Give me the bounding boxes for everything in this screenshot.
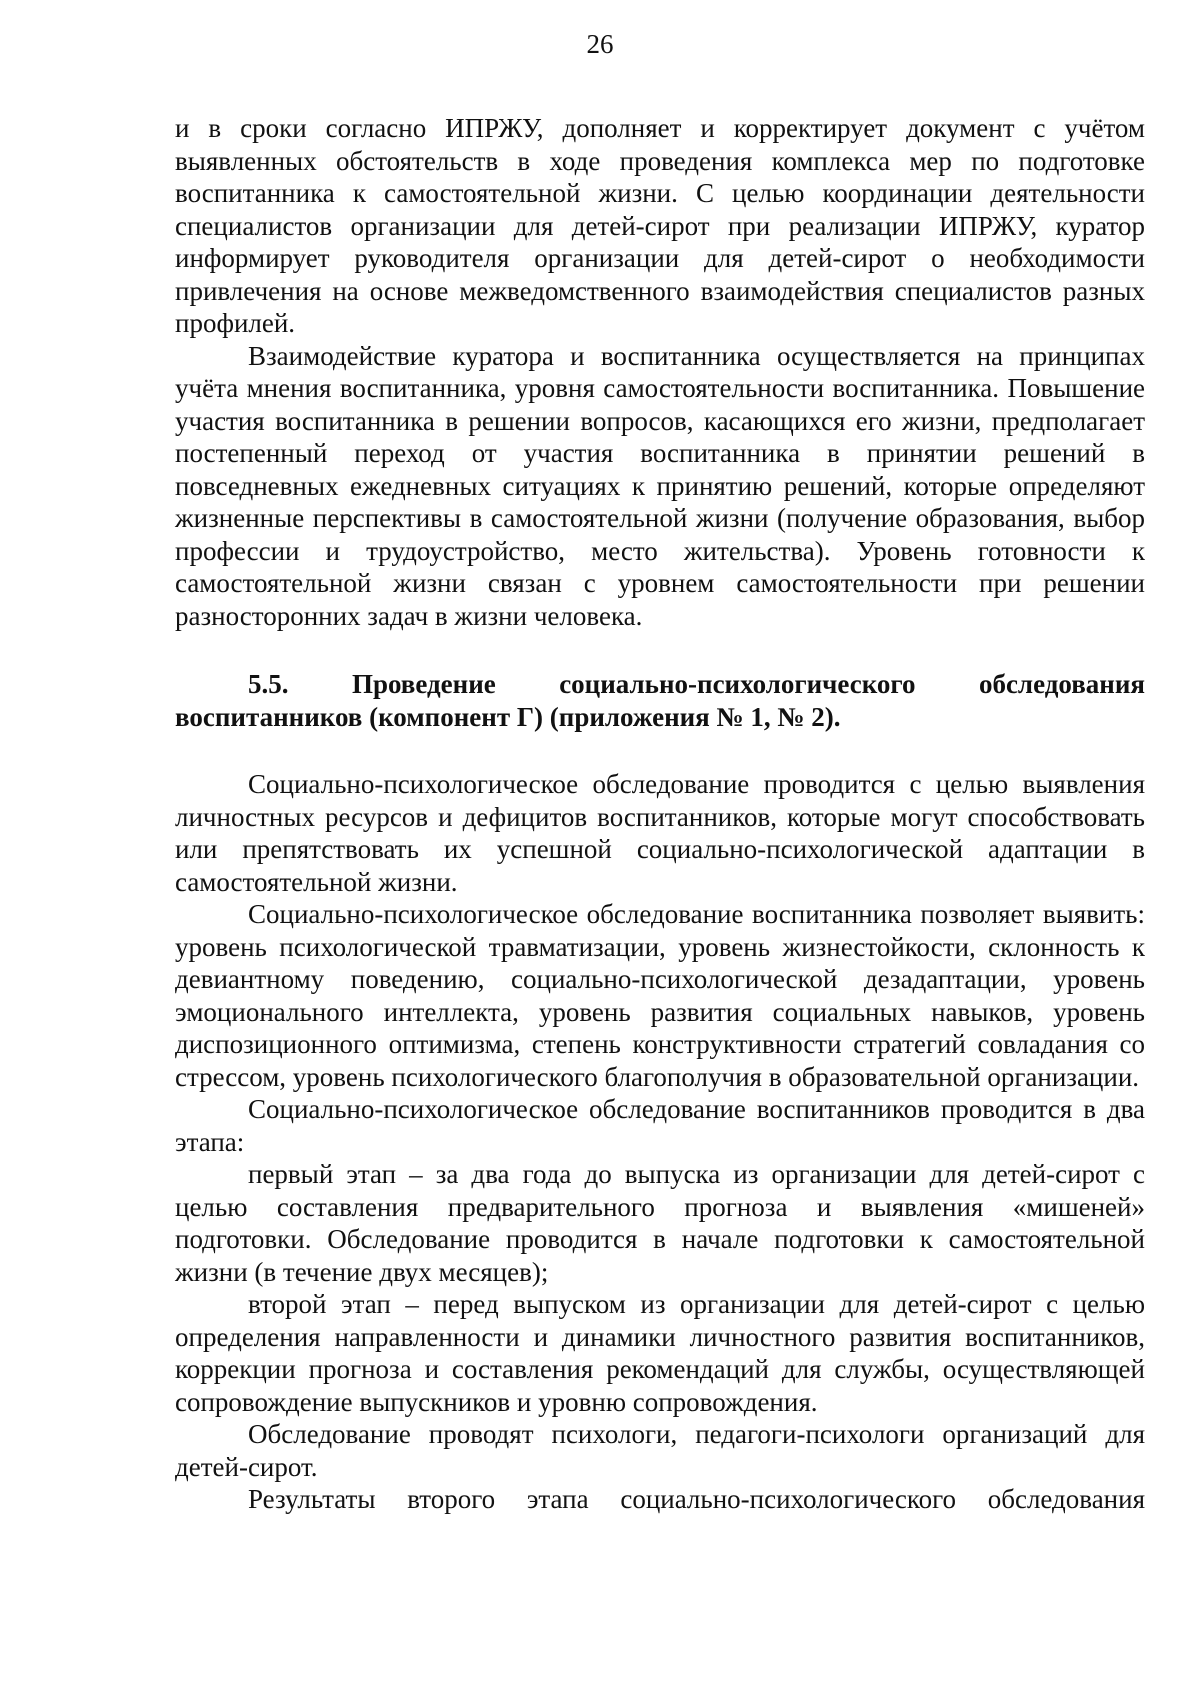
paragraph: Социально-психологическое обследование воспитанника позволяет выявить: уровень психологической травматизации, уровень жизнестойкости, склонность к девиантному поведению, социально-психологической дезадаптации, уровень эмоционального интеллекта, уровень развития социальных навыков, уровень диспозиционного оптимизма, степень конструктивности стратегий совладания со стрессом, уровень психологического благополучия в образовательной организации. (175, 899, 1145, 1092)
paragraph: Обследование проводят психологи, педагоги-психологи организаций для детей-сирот. (175, 1419, 1145, 1482)
list-item-stage-2: второй этап – перед выпуском из организации для детей-сирот с целью определения направленности и динамики личностного развития воспитанников, коррекции прогноза и составления рекомендаций для службы, осуществляющей сопровождение выпускников и уровню сопровождения. (175, 1289, 1145, 1417)
body-text-top (175, 112, 1145, 632)
list-item-stage-1: первый этап – за два года до выпуска из организации для детей-сирот с целью составления предварительного прогноза и выявления «мишеней» подготовки. Обследование проводится в начале подготовки к самостоятельной жизни (в течение двух месяцев); (175, 1159, 1145, 1287)
body-text-bottom (175, 768, 1145, 1516)
page-number: 26 (586, 29, 614, 59)
section-heading: 5.5. Проведение социально-психологического обследования воспитанников (компонент Г) (приложения № 1, № 2). (175, 669, 1145, 732)
section-heading-block (175, 668, 1145, 733)
paragraph-continued: Результаты второго этапа социально-психологического обследования (248, 1484, 1145, 1514)
paragraph: Взаимодействие куратора и воспитанника осуществляется на принципах учёта мнения воспитанника, уровня самостоятельности воспитанника. Повышение участия воспитанника в решении вопросов, касающихся его жизни, предполагает постепенный переход от участия воспитанника в принятии решений в повседневных ежедневных ситуациях к принятию решений, которые определяют жизненные перспективы в самостоятельной жизни (получение образования, выбор профессии и трудоустройство, место жительства). Уровень готовности к самостоятельной жизни связан с уровнем самостоятельности при решении разносторонних задач в жизни человека. (175, 340, 1145, 631)
paragraph: Социально-психологическое обследование воспитанников проводится в два этапа: (175, 1094, 1145, 1157)
paragraph: Социально-психологическое обследование проводится с целью выявления личностных ресурсов и дефицитов воспитанников, которые могут способствовать или препятствовать их успешной социально-психологической адаптации в самостоятельной жизни. (175, 769, 1145, 897)
paragraph-continuation: и в сроки согласно ИПРЖУ, дополняет и корректирует документ с учётом выявленных обстоятельств в ходе проведения комплекса мер по подготовке воспитанника к самостоятельной жизни. С целью координации деятельности специалистов организации для детей-сирот при реализации ИПРЖУ, куратор информирует руководителя организации для детей-сирот о необходимости привлечения на основе межведомственного взаимодействия специалистов разных профилей. (175, 113, 1145, 338)
